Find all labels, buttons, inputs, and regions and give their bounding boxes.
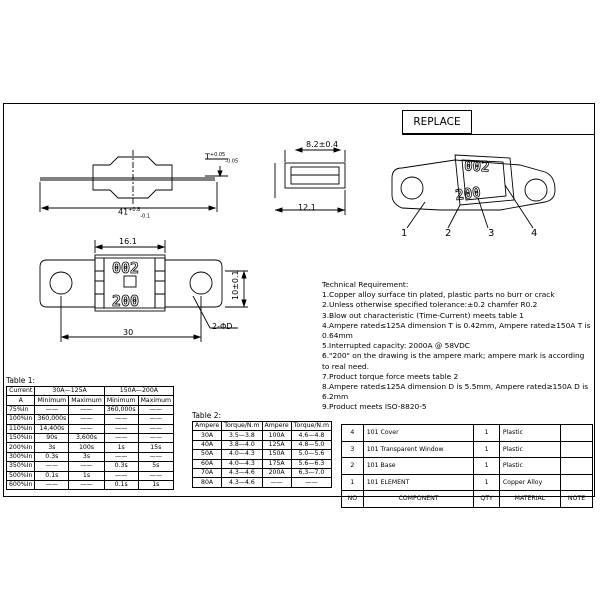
table1-row-cell: 1s [104,443,138,452]
dim-pitch: 30 [123,328,134,337]
dim-width-top: 8.2±0.4 [306,140,339,149]
table1-row-cell: 150%In [7,433,35,442]
table1-row-cell: 100%In [7,415,35,424]
bom-row-cell: 1 [474,474,500,491]
table2-row [193,431,332,440]
side-view-fuse [40,150,228,212]
bom-row [342,441,593,458]
table2-row-cell: 6.3—7.0 [291,468,331,477]
table1-row-cell: —— [104,424,138,433]
replace-underline [402,134,595,135]
req-item: 1.Copper alloy surface tin plated, plastic parts no burr or crack [322,290,555,300]
bom-row-cell: 101 ELEMENT [363,474,473,491]
table1-row-cell: 0.3s [104,462,138,471]
table1-row [7,480,174,489]
table1-row-cell: 75%In [7,405,35,414]
bill-of-materials: 4 101 Cover 1 Plastic 3 101 Transparent Window 1 Plastic 2 101 Base 1 Plastic 1 101 ELEMENT 1 Copper Alloy NO COMPONENT QTY MATERIAL NOTE [341,424,593,508]
table2-row-cell: 50A [193,450,222,459]
table2-row-cell: 5.0—5.6 [291,450,331,459]
bom-row-cell: Copper Alloy [499,474,560,491]
bom-row-cell: Plastic [499,458,560,475]
bom-row-cell [561,425,593,442]
table1-row-cell: —— [35,462,69,471]
table1-row-cell: 3s [35,443,69,452]
table2-row-cell: 4.3—4.6 [222,478,262,487]
table1-row-cell: —— [104,415,138,424]
table1-row-cell: —— [104,433,138,442]
table2-caption: Table 2: [192,411,222,420]
table1-row-cell: 200%In [7,443,35,452]
table1-row [7,452,174,461]
req-item: 4.Ampere rated≤125A dimension T is 0.42mm, Ampere rated≥150A T is 0.64mm [322,320,591,341]
bom-row-cell: 101 Base [363,458,473,475]
table1-row-cell: —— [138,415,174,424]
table1-row-cell: —— [138,452,174,461]
bom-row [342,458,593,475]
table1-row [7,471,174,480]
table1-row [7,424,174,433]
table2-row-cell: 70A [193,468,222,477]
bom-row-cell: 1 [474,425,500,442]
bom-row-cell: 1 [474,441,500,458]
table1-row [7,415,174,424]
dim-height: 10±0.1 [231,270,240,300]
callout-1: 1 [401,228,408,239]
plan-mark-bottom: 200 [112,292,140,310]
table2-row [193,478,332,487]
table2-row [193,468,332,477]
table1-row-cell: 0.1s [35,471,69,480]
table1-row-cell: 1s [69,471,105,480]
table1-row-cell: —— [69,415,105,424]
table2-row-cell: 4.6—4.8 [291,431,331,440]
table2-row [193,459,332,468]
table1-row-cell: —— [69,405,105,414]
bom-row-cell: Plastic [499,425,560,442]
table2-row-cell: 40A [193,440,222,449]
table1: Current 30A—125A 150A—200A A Minimum Maximum Minimum Maximum 75%In —— —— 360,000s —— 100%In 360,000s —— —— —— 110%In 14,400s —— —— —— 150%In 90s 3,600s —— —— 200%In 3s 100s 1s 15s 300%In 0.3s 3s —— —— 350%In —— —— 0.3s 5s 500%In 0.1s 1s —— —— 600%In —— —— 0.1s 1s [6,386,174,490]
bom-row-cell: 2 [342,458,364,475]
plan-mark-top: 002 [112,259,140,277]
table2-row-cell: 3.8—4.0 [222,440,262,449]
table1-row-cell: —— [104,471,138,480]
req-item: 9.Product meets ISO-8820-5 [322,402,427,412]
table1-row [7,462,174,471]
table1-row-cell: 90s [35,433,69,442]
table1-row-cell: —— [104,452,138,461]
table1-row-cell: 1s [138,480,174,489]
table2-row-cell: 4.8—5.0 [291,440,331,449]
table2-row-cell: 30A [193,431,222,440]
table1-row-cell: 3,600s [69,433,105,442]
table1-row-cell: —— [69,462,105,471]
table2-row-cell: 5.6—6.3 [291,459,331,468]
table1-row-cell: 14,400s [35,424,69,433]
req-item: 7.Product torque force meets table 2 [322,371,459,381]
bom-row-cell: 101 Transparent Window [363,441,473,458]
table1-row-cell: —— [138,405,174,414]
iso-mark-top: 002 [463,158,490,176]
table2-row-cell: —— [291,478,331,487]
table1-header-current: Current [7,387,35,396]
bom-row-cell [561,441,593,458]
table1-row-cell: 360,000s [35,415,69,424]
table2-row-cell: 150A [262,450,291,459]
technical-requirements [322,280,592,413]
table2-row-cell: 4.3—4.6 [222,468,262,477]
dim-hole-dia: 2-ΦD [212,322,233,331]
table1-row-cell: —— [138,433,174,442]
bom-row-cell [561,458,593,475]
table2-row-cell: —— [262,478,291,487]
table1-group1: 30A—125A [35,387,104,396]
table1-row-cell: 500%In [7,471,35,480]
table1-row [7,433,174,442]
table2-row-cell: 100A [262,431,291,440]
table1-row-cell: 300%In [7,452,35,461]
table2-row [193,440,332,449]
table1-row [7,405,174,414]
dim-body-width: 16.1 [119,237,137,246]
table2-row-cell: 80A [193,478,222,487]
table2-row-cell: 60A [193,459,222,468]
table2: Ampere Torque/N.m Ampere Torque/N.m 30A 3.5—3.8 100A 4.6—4.8 40A 3.8—4.0 125A 4.8—5.0 50A 4.0—4.3 150A 5.0—5.6 60A 4.0—4.3 175A 5.6—6.3 70A 4.3—4.6 200A 6.3—7.0 80A 4.3—4.6 —— —— [192,421,332,488]
bom-row [342,425,593,442]
table1-row-cell: —— [69,424,105,433]
table1-row-cell: —— [35,405,69,414]
table1-caption: Table 1: [6,376,36,385]
table1-header-a: A [7,396,35,405]
table1-row-cell: —— [138,471,174,480]
callout-2: 2 [445,228,452,239]
bom-row-cell: 101 Cover [363,425,473,442]
bom-row [342,474,593,491]
dim-overall-length: $41^{+0.8}_{-0.1}$ [118,207,151,220]
bom-row-cell: 1 [342,474,364,491]
req-item: 3.Blow out characteristic (Time-Current) meets table 1 [322,310,524,320]
req-title: Technical Requirement: [322,280,409,289]
table1-group2: 150A—200A [104,387,173,396]
iso-mark-bottom: 200 [454,184,482,204]
bom-row-cell: Plastic [499,441,560,458]
bom-row-cell: 4 [342,425,364,442]
table2-row-cell: 4.0—4.3 [222,459,262,468]
table1-row-cell: 5s [138,462,174,471]
req-item: 2.Unless otherwise specified tolerance:±0.2 chamfer R0.2 [322,300,538,310]
dim-side-height: 12.1 [298,203,316,212]
req-item: 5.Interrupted capacity: 2000A @ 58VDC [322,341,470,351]
callout-4: 4 [531,228,538,239]
table2-row-cell: 4.0—4.3 [222,450,262,459]
req-item: 8.Ampere rated≤125A dimension D is 5.5mm, Ampere rated≥150A D is 6.2mm [322,382,589,402]
table2-row-cell: 175A [262,459,291,468]
table1-row-cell: 0.3s [35,452,69,461]
table1-row-cell: 15s [138,443,174,452]
bom-row-cell [561,474,593,491]
table1-row-cell: —— [35,480,69,489]
table1-row-cell: —— [69,480,105,489]
table1-row-cell: 0.1s [104,480,138,489]
table2-row-cell: 3.5—3.8 [222,431,262,440]
table1-row-cell: 350%In [7,462,35,471]
table2-row [193,450,332,459]
bom-row-cell: 3 [342,441,364,458]
req-item: 6."200" on the drawing is the ampere mark; ampere mark is according to real need. [322,351,585,371]
replace-label: REPLACE [402,110,472,134]
table1-row-cell: 3s [69,452,105,461]
table2-row-cell: 125A [262,440,291,449]
table1-row-cell: 110%In [7,424,35,433]
table1-row-cell: —— [138,424,174,433]
table2-row-cell: 200A [262,468,291,477]
table1-row [7,443,174,452]
dim-thickness: $T^{+0.05}_{-0.05}$ [205,152,239,165]
table1-row-cell: 100s [69,443,105,452]
table1-row-cell: 600%In [7,480,35,489]
callout-3: 3 [488,228,495,239]
table1-row-cell: 360,000s [104,405,138,414]
bom-row-cell: 1 [474,458,500,475]
